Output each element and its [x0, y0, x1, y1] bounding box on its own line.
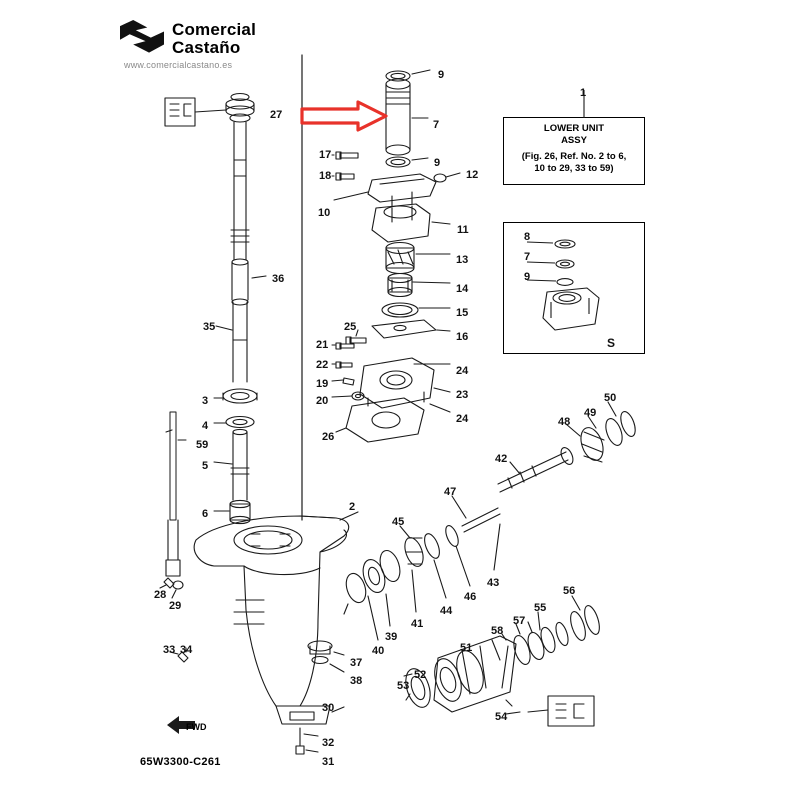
- drawing-code: 65W3300-C261: [140, 756, 221, 768]
- callout-number: 31: [322, 756, 335, 768]
- callout-number: 1: [580, 87, 587, 99]
- callout-number: 32: [322, 737, 335, 749]
- callout-number: 43: [487, 577, 500, 589]
- callout-number: 33: [163, 644, 176, 656]
- callout-number: 9: [438, 69, 445, 81]
- callout-number: 42: [495, 453, 508, 465]
- callout-number: 28: [154, 589, 167, 601]
- callout-box-leader: [500, 80, 620, 125]
- callout-number: 7: [433, 119, 440, 131]
- detail-item-7: 7: [524, 251, 531, 263]
- callout-number: 53: [397, 680, 410, 692]
- callout-number: 14: [456, 283, 469, 295]
- brand-name-line1: Comercial: [172, 20, 257, 39]
- callout-number: 59: [196, 439, 209, 451]
- fwd-direction-icon: [165, 712, 213, 738]
- callout-number: 57: [513, 615, 526, 627]
- callout-number: 50: [604, 392, 617, 404]
- callout-number: 37: [350, 657, 363, 669]
- callout-number: 3: [202, 395, 209, 407]
- callout-number: 2: [349, 501, 356, 513]
- callout-number: 58: [491, 625, 504, 637]
- highlight-arrow-icon: [300, 100, 388, 132]
- callout-number: 40: [372, 645, 385, 657]
- callout-number: 23: [456, 389, 469, 401]
- callout-number: 25: [344, 321, 357, 333]
- callout-number: 11: [457, 224, 469, 236]
- callout-number: 41: [411, 618, 424, 630]
- callout-number: 46: [464, 591, 477, 603]
- callout-box-line3: (Fig. 26, Ref. No. 2 to 6,: [521, 151, 627, 162]
- callout-number: 10: [318, 207, 331, 219]
- lower-unit-assy-callout-box: [503, 117, 645, 185]
- callout-number: 49: [584, 407, 597, 419]
- callout-number: 30: [322, 702, 335, 714]
- callout-box-line1: LOWER UNIT: [543, 123, 605, 134]
- brand-name-line2: Castaño: [172, 38, 241, 57]
- detail-item-8: 8: [524, 231, 531, 243]
- callout-number: 36: [272, 273, 285, 285]
- callout-number: 29: [169, 600, 182, 612]
- callout-number: 20: [316, 395, 329, 407]
- callout-box-line4: 10 to 29, 33 to 59): [534, 163, 614, 174]
- callout-number: 19: [316, 378, 329, 390]
- callout-number: 44: [440, 605, 453, 617]
- callout-number: 18: [319, 170, 332, 182]
- callout-number: 4: [202, 420, 209, 432]
- callout-number: 17: [319, 149, 332, 161]
- callout-number: 12: [466, 169, 479, 181]
- callout-number: 26: [322, 431, 335, 443]
- callout-number: 54: [495, 711, 508, 723]
- detail-item-9: 9: [524, 271, 531, 283]
- callout-box-line2: ASSY: [561, 135, 587, 146]
- callout-number: 13: [456, 254, 469, 266]
- callout-number: 22: [316, 359, 329, 371]
- callout-number: 24: [456, 365, 469, 377]
- callout-number: 15: [456, 307, 469, 319]
- callout-number: 27: [270, 109, 283, 121]
- callout-number: 38: [350, 675, 363, 687]
- callout-number: 35: [203, 321, 216, 333]
- callout-number: 47: [444, 486, 457, 498]
- callout-number: 55: [534, 602, 547, 614]
- callout-number: 16: [456, 331, 469, 343]
- detail-view-letter: S: [607, 336, 616, 350]
- callout-number: 24: [456, 413, 469, 425]
- callout-number: 5: [202, 460, 209, 472]
- callout-number: 9: [434, 157, 441, 169]
- brand-website: www.comercialcastano.es: [124, 60, 233, 70]
- callout-number: 34: [180, 644, 193, 656]
- callout-number: 21: [316, 339, 329, 351]
- callout-number: 56: [563, 585, 576, 597]
- callout-number: 51: [460, 642, 473, 654]
- svg-text:FWD: FWD: [186, 722, 207, 732]
- callout-number: 45: [392, 516, 405, 528]
- callout-number: 39: [385, 631, 398, 643]
- callout-number: 48: [558, 416, 571, 428]
- callout-number: 52: [414, 669, 427, 681]
- callout-number: 6: [202, 508, 209, 520]
